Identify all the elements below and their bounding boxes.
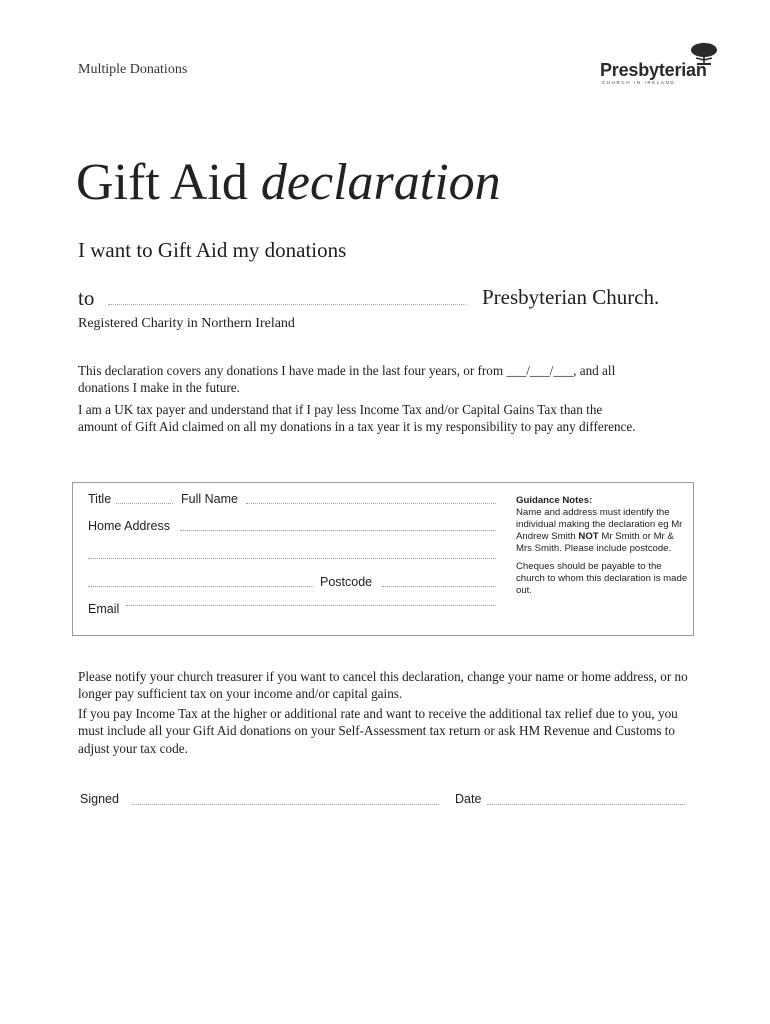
notify-paragraph: Please notify your church treasurer if you want to cancel this declaration, change your name or home address, or no longer pay sufficient tax on your income and/or capital gains. — [78, 669, 688, 702]
full-name-label: Full Name — [181, 492, 238, 506]
title-italic: declaration — [260, 154, 501, 211]
guidance-note-1-text-b: Mr Smith or Mr & Mrs Smith. Please include postcode. — [516, 531, 674, 554]
date-label: Date — [455, 792, 482, 806]
date-field[interactable] — [487, 804, 685, 805]
presbyterian-logo — [600, 42, 728, 90]
guidance-notes — [516, 495, 688, 597]
header-label: Multiple Donations — [78, 62, 188, 77]
home-address-field-line-2[interactable] — [88, 558, 496, 559]
postcode-field[interactable] — [382, 586, 496, 587]
guidance-note-1-emphasis: NOT — [578, 531, 599, 542]
page-title — [76, 153, 501, 212]
declaration-paragraph-1: This declaration covers any donations I have made in the last four years, or from ___/___/___, and all donations I make in the future. — [78, 363, 616, 396]
church-suffix: Presbyterian Church. — [482, 285, 660, 309]
guidance-note-1 — [516, 507, 688, 555]
signature-field[interactable] — [132, 804, 439, 805]
home-address-label: Home Address — [88, 519, 170, 533]
guidance-note-2: Cheques should be payable to the church to whom this declaration is made out. — [516, 561, 688, 596]
subtitle: I want to Gift Aid my donations — [78, 238, 347, 262]
signed-label: Signed — [80, 792, 119, 806]
guidance-heading: Guidance Notes: — [516, 495, 593, 506]
title-regular: Gift Aid — [76, 154, 248, 211]
declaration-paragraph-2: I am a UK tax payer and understand that if I pay less Income Tax and/or Capital Gains Tax than the amount of Gift Aid claimed on all my donations in a tax year it is my responsibility to pay any difference. — [78, 402, 636, 435]
title-label: Title — [88, 492, 112, 506]
email-label: Email — [88, 602, 120, 616]
logo-tagline: CHURCH IN IRELAND — [602, 80, 676, 85]
to-label: to — [78, 286, 95, 310]
postcode-label: Postcode — [320, 575, 373, 589]
higher-rate-paragraph: If you pay Income Tax at the higher or additional rate and want to receive the additional tax relief due to you, you must include all your Gift Aid donations on your Self-Assessment tax return or ask HM Revenue and Customs to adjust your tax code. — [78, 706, 678, 756]
church-name-field[interactable] — [108, 304, 466, 305]
home-address-field-line-3[interactable] — [88, 586, 314, 587]
charity-note: Registered Charity in Northern Ireland — [78, 316, 295, 331]
guidance-note-1-text-a: Name and address must identify the individual making the declaration eg Mr Andrew Smith — [516, 507, 683, 542]
full-name-field[interactable] — [246, 503, 496, 504]
logo-wordmark: Presbyterian — [600, 60, 707, 80]
home-address-field[interactable] — [180, 530, 496, 531]
email-field[interactable] — [126, 605, 496, 606]
title-field[interactable] — [116, 503, 173, 504]
